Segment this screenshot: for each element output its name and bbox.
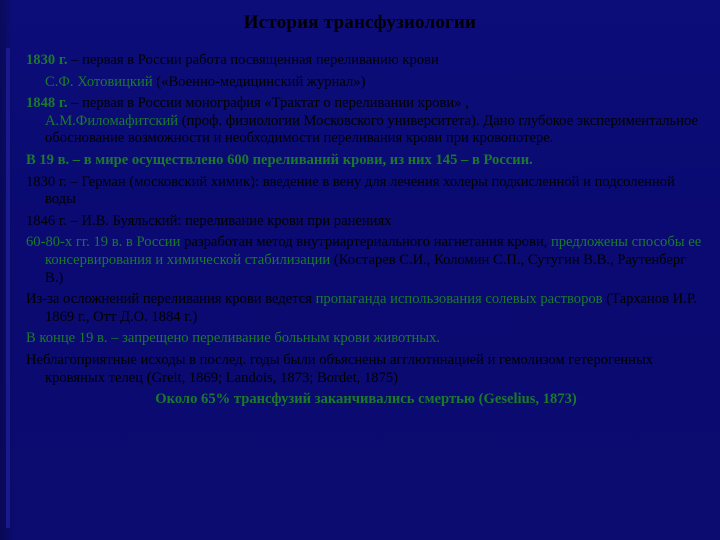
paragraph-filomafitsky — [26, 113, 706, 148]
paragraph-text: В конце 19 в. – запрещено переливание больным крови животных. — [26, 330, 441, 347]
paragraph-mortality — [26, 391, 706, 409]
author-highlight: С.Ф. Хотовицкий — [45, 73, 153, 90]
period-highlight: 60-80-х гг. 19 в. в России — [26, 234, 181, 251]
paragraph-khotovitsky — [26, 74, 706, 92]
paragraph-text: (проф. физиологии Московского университета). Дано глубокое экспериментальное обоснование возможности и необходимости переливания крови при кровопотере. — [45, 112, 698, 147]
paragraph-text: (Тарханов И.Р. 1869 г., Отт Д.О. 1884 г.) — [45, 291, 697, 325]
paragraph-text: Около 65% трансфузий заканчивались смертью (Geselius, 1873) — [155, 391, 577, 408]
slide-title: История трансфузиологии — [243, 12, 477, 33]
saline-highlight: пропаганда использования солевых растворов — [315, 291, 603, 308]
paragraph-text: – первая в России работа посвященная переливанию крови — [67, 52, 439, 68]
paragraph-text: («Военно-медицинский журнал») — [152, 73, 366, 90]
paragraph-text: Неблагоприятные исходы в послед. годы были объяснены агглютинацией и гемолизом гетерогенных кровяных телец (Greit, 1869; Landois, 1873; Bordet, 1875) — [26, 351, 654, 386]
paragraph-text: разработан метод внутриартериального нагнетания крови, — [180, 234, 551, 251]
year-highlight: 1830 г. — [26, 52, 68, 68]
paragraph-buyalsky — [26, 213, 706, 231]
paragraph-1848-monograph — [26, 95, 706, 113]
slide-content — [26, 52, 706, 413]
paragraph-19th-century-count — [26, 152, 706, 170]
paragraph-text: Из-за осложнений переливания крови ведется — [26, 291, 316, 308]
paragraph-saline-solutions — [26, 291, 706, 326]
paragraph-text: 1846 г. – И.В. Буяльский: переливание крови при ранениях — [26, 212, 392, 229]
author-highlight: А.М.Филомафитский — [45, 112, 179, 129]
paragraph-agglutination — [26, 352, 706, 387]
paragraph-text: В 19 в. – в мире осуществлено 600 переливаний крови, из них 145 – в России. — [26, 151, 533, 168]
paragraph-text: 1830 г. – Герман (московский химик): введение в вену для лечения холеры подкисленной и подсоленной воды — [26, 173, 675, 208]
paragraph-german-cholera — [26, 174, 706, 209]
paragraph-intraarterial-method — [26, 234, 706, 287]
slide-accent-bar — [6, 48, 10, 528]
preservation-highlight: предложены способы ее консервирования и химической стабилизации — [45, 234, 702, 268]
paragraph-animal-blood-ban — [26, 330, 706, 348]
paragraph-text: – первая в России монография «Трактат о переливании крови» , — [67, 95, 469, 112]
paragraph-1830-first-work — [26, 52, 706, 70]
year-highlight: 1848 г. — [26, 95, 68, 112]
paragraph-text: (Костарев С.И., Коломин С.П., Сутугин В.В., Раутенберг В.) — [45, 251, 687, 286]
